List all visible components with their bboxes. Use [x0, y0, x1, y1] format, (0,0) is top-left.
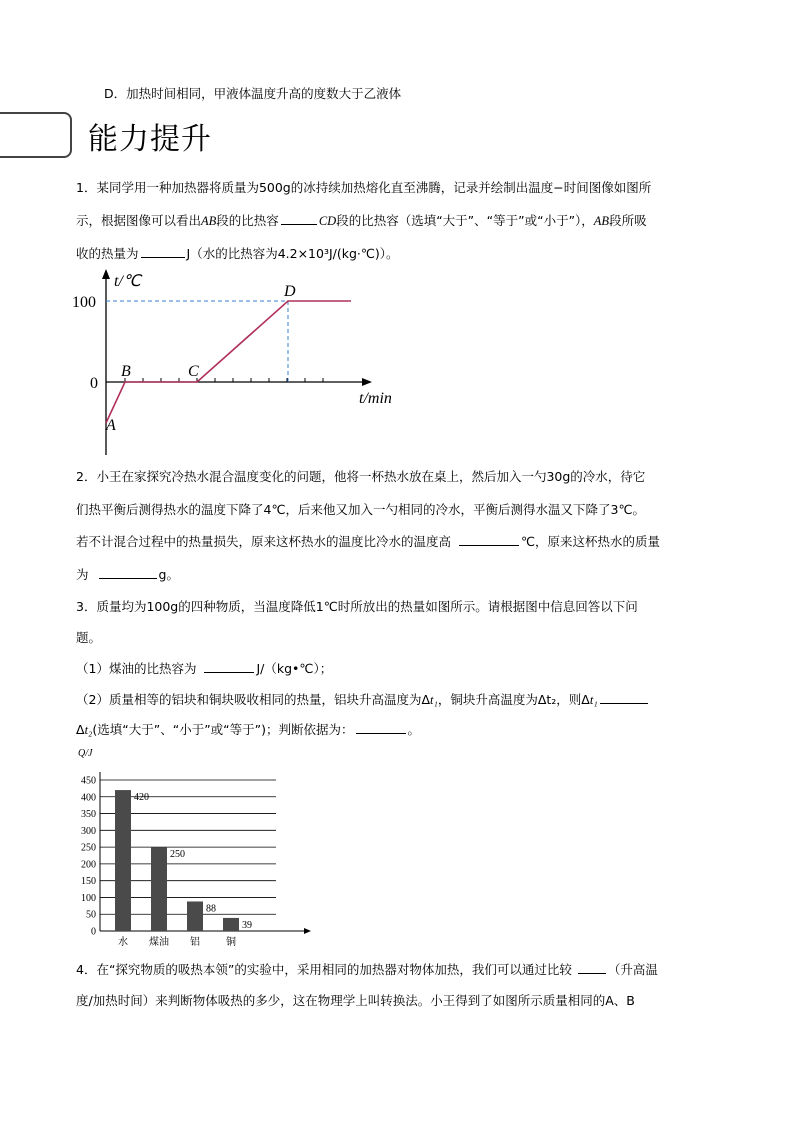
chart-value-label: 88: [206, 903, 216, 915]
q3-sub1: [76, 659, 332, 677]
temperature-curve: [106, 301, 351, 423]
chart-category-label: 铝: [190, 937, 200, 948]
var-t2: t₂: [84, 723, 93, 737]
chart-category-label: 铜: [226, 937, 236, 948]
option-d: D．加热时间相同，甲液体温度升高的度数大于乙液体: [104, 86, 402, 101]
chart-x-axis-arrow: [304, 928, 311, 934]
temperature-time-graph: [70, 265, 410, 460]
chart-y-tick-label: 300: [81, 825, 96, 837]
chart-y-tick-label: 150: [81, 876, 96, 888]
var-t1: t₁: [430, 693, 438, 707]
q1-text: J（水的比热容为4.2×10³J/(kg·℃)）。: [186, 246, 399, 261]
q3-text: ，铜块升高温度为Δt₂，则Δ: [437, 692, 590, 707]
q1-line1: 1．某同学用一种加热器将质量为500g的冰持续加热熔化直至沸腾，记录并绘制出温度−时间图像如图所: [76, 180, 652, 195]
answer-blank[interactable]: [99, 566, 157, 579]
chart-y-tick-label: 200: [81, 859, 96, 871]
q3-text: (选填“大于”、“小于”或“等于”)；判断依据为：: [92, 722, 354, 737]
q2-text: g。: [158, 567, 179, 582]
point-label-a: A: [106, 417, 116, 434]
chart-bar: [115, 790, 131, 931]
q2-line2: 们热平衡后测得热水的温度下降了4℃，后来他又加入一勺相同的冷水，平衡后测得水温又下降了3℃。: [76, 502, 645, 517]
q3-sub3: [76, 720, 420, 738]
chart-value-label: 250: [170, 849, 185, 861]
q3-text: J/（kg•℃）；: [256, 661, 333, 676]
q3-line2: 题。: [76, 630, 102, 645]
q3-text: 。: [407, 722, 421, 737]
answer-blank[interactable]: [141, 245, 185, 258]
q2-text: 为: [76, 567, 89, 582]
x-axis-arrow: [362, 378, 372, 386]
chart-value-label: 420: [134, 792, 149, 804]
point-label-c: C: [188, 363, 199, 380]
answer-blank[interactable]: [356, 721, 406, 734]
chart-y-tick-label: 400: [81, 792, 96, 804]
segment-cd: CD: [318, 214, 337, 228]
chart-y-tick-label: 450: [81, 775, 96, 787]
y-axis-label: t/℃: [114, 273, 141, 290]
q1-text: 段的比热容: [216, 213, 279, 228]
q3-text: Δ: [76, 722, 85, 737]
q1-line2: [76, 211, 647, 229]
chart-bar: [187, 901, 203, 931]
q2-line4: [76, 565, 179, 583]
q4-line2: 度/加热时间）来判断物体吸热的多少，这在物理学上叫转换法。小王得到了如图所示质量相同的A、B: [76, 993, 635, 1008]
chart-y-tick-label: 250: [81, 842, 96, 854]
q1-text: 段的比热容（选填“大于”、“等于”或“小于”），: [336, 213, 594, 228]
q1-line3: [76, 244, 399, 262]
var-t1: t₁: [589, 693, 598, 707]
segment-ab: AB: [201, 214, 217, 228]
chart-y-tick-label: 50: [86, 909, 96, 921]
q2-text: ℃，原来这杯热水的质量: [521, 534, 661, 549]
q4-line1: [76, 960, 658, 978]
chart-bar: [223, 918, 239, 931]
q1-text: 示，根据图像可以看出: [76, 213, 202, 228]
chart-y-tick-label: 350: [81, 809, 96, 821]
q3-sub2: [76, 690, 650, 708]
segment-ab: AB: [593, 214, 610, 228]
x-axis-label: t/min: [359, 390, 392, 407]
q4-text: （升高温: [607, 962, 658, 977]
point-label-b: B: [121, 363, 131, 380]
q3-text: （1）煤油的比热容为: [76, 661, 197, 676]
answer-blank[interactable]: [578, 961, 606, 974]
q2-line1: 2．小王在家探究冷热水混合温度变化的问题，他将一杯热水放在桌上，然后加入一勺30g的冷水，待它: [76, 469, 646, 484]
chart-category-label: 煤油: [149, 937, 169, 948]
chart-y-tick-label: 0: [91, 926, 96, 938]
chart-category-label: 水: [118, 937, 128, 948]
tick-label-100: 100: [72, 294, 96, 311]
y-axis-arrow: [102, 269, 110, 279]
answer-blank[interactable]: [204, 660, 254, 673]
answer-blank[interactable]: [281, 212, 317, 225]
answer-blank[interactable]: [600, 691, 648, 704]
q2-text: 若不计混合过程中的热量损失，原来这杯热水的温度比冷水的温度高: [76, 534, 452, 549]
q1-text: 段所吸: [609, 213, 647, 228]
section-title: 能力提升: [88, 122, 212, 157]
q3-text: （2）质量相等的铝块和铜块吸收相同的热量，铝块升高温度为Δ: [76, 692, 431, 707]
chart-value-label: 39: [242, 919, 252, 931]
heat-bar-chart: [70, 742, 330, 952]
q1-text: 收的热量为: [76, 246, 139, 261]
q4-text: 4．在“探究物质的吸热本领”的实验中，采用相同的加热器对物体加热，我们可以通过比较: [76, 962, 572, 977]
q2-line3: [76, 532, 660, 550]
chart-bar: [151, 847, 167, 931]
chart-y-tick-label: 100: [81, 892, 96, 904]
section-header-box: [0, 112, 72, 158]
chart-y-label: Q/J: [78, 748, 93, 759]
point-label-d: D: [284, 283, 296, 300]
tick-label-0: 0: [90, 375, 98, 392]
q3-line1: 3．质量均为100g的四种物质，当温度降低1℃时所放出的热量如图所示。请根据图中信息回答以下问: [76, 599, 638, 614]
answer-blank[interactable]: [459, 533, 519, 546]
